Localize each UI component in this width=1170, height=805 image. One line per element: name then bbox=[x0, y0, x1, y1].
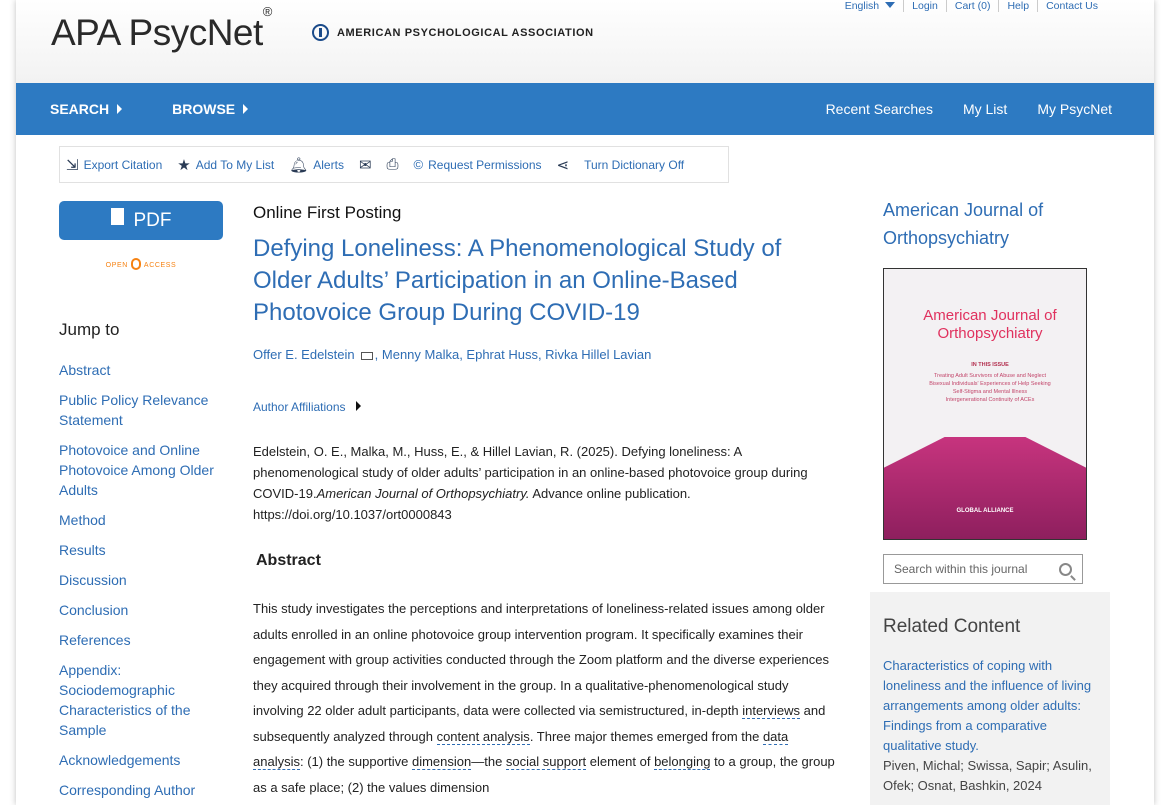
apa-org-logo[interactable] bbox=[312, 24, 594, 41]
alerts-label: Alerts bbox=[313, 157, 344, 172]
nav-search[interactable] bbox=[50, 101, 122, 117]
jump-acknowledgements[interactable]: Acknowledgements bbox=[59, 752, 181, 768]
cover-in-issue: IN THIS ISSUE bbox=[971, 362, 1009, 368]
jump-to-heading: Jump to bbox=[59, 320, 120, 339]
add-to-list-button[interactable] bbox=[177, 156, 274, 174]
citation-journal: American Journal of Orthopsychiatry. bbox=[316, 486, 530, 501]
alerts-button[interactable] bbox=[289, 156, 344, 174]
pdf-file-icon bbox=[111, 208, 124, 225]
print-button[interactable] bbox=[387, 156, 399, 173]
cover-band bbox=[884, 437, 1086, 539]
article-main bbox=[253, 203, 853, 800]
jump-conclusion[interactable]: Conclusion bbox=[59, 602, 129, 618]
logo-registered: ® bbox=[262, 3, 272, 19]
publication-status: Online First Posting bbox=[253, 203, 402, 222]
related-heading: Related Content bbox=[883, 616, 1021, 637]
utility-links bbox=[837, 0, 1106, 12]
author-list bbox=[253, 347, 853, 362]
abstract-text bbox=[253, 596, 838, 800]
cover-line: Treating Adult Survivors of Abuse and Neglect bbox=[934, 373, 1046, 379]
language-select[interactable] bbox=[837, 0, 903, 12]
dictionary-toggle[interactable]: Turn Dictionary Off bbox=[584, 157, 685, 172]
journal-name-link[interactable]: American Journal of Orthopsychiatry bbox=[883, 200, 1044, 248]
jump-references[interactable]: References bbox=[59, 632, 131, 648]
cover-line: Intergenerational Continuity of ACEs bbox=[945, 397, 1035, 403]
copyright-icon: © bbox=[413, 157, 424, 172]
abstract-part: : (1) the supportive bbox=[299, 754, 412, 769]
share-icon: ⋖ bbox=[556, 156, 570, 174]
chevron-down-icon bbox=[885, 2, 895, 8]
journal-search-input[interactable] bbox=[883, 554, 1083, 584]
nav-search-label: SEARCH bbox=[50, 101, 110, 117]
citation-doi: Advance online publication. https://doi.org/10.1037/ort0000843 bbox=[253, 486, 691, 522]
nav-browse[interactable] bbox=[172, 101, 248, 117]
jump-appendix[interactable]: Appendix: Sociodemographic Characteristics of the Sample bbox=[59, 662, 191, 738]
article-title: Defying Loneliness: A Phenomenological Study of Older Adults’ Participation in an Online-Based Photovoice Group During COVID-19 bbox=[253, 235, 782, 326]
star-icon: ★ bbox=[177, 156, 191, 174]
abstract-part: . Three major themes emerged from the bbox=[529, 728, 763, 744]
affiliations-label: Author Affiliations bbox=[253, 400, 346, 414]
mail-icon[interactable] bbox=[361, 352, 373, 360]
apa-org-name: AMERICAN PSYCHOLOGICAL ASSOCIATION bbox=[337, 26, 594, 39]
pdf-button[interactable] bbox=[59, 201, 223, 240]
nav-recent-searches[interactable]: Recent Searches bbox=[825, 101, 933, 117]
login-link[interactable]: Login bbox=[903, 0, 946, 12]
site-header bbox=[16, 0, 1154, 83]
contact-link[interactable]: Contact Us bbox=[1037, 0, 1106, 12]
cover-title: American Journal of Orthopsychiatry bbox=[923, 307, 1057, 342]
request-permissions-button[interactable] bbox=[414, 157, 542, 172]
jump-to-list bbox=[59, 360, 223, 800]
author-link[interactable]: Offer E. Edelstein bbox=[253, 347, 355, 362]
author-links[interactable]: , Menny Malka, Ephrat Huss, Rivka Hillel Lavian bbox=[374, 347, 652, 362]
open-lock-icon bbox=[131, 258, 141, 270]
access-label: ACCESS bbox=[143, 262, 177, 269]
cover-band-label: GLOBAL ALLIANCE bbox=[956, 508, 1014, 514]
abstract-part: —the bbox=[471, 754, 506, 769]
dictionary-term[interactable]: interviews bbox=[742, 703, 801, 718]
dictionary-term[interactable]: belonging bbox=[654, 754, 711, 769]
article-toolbar bbox=[59, 146, 729, 183]
left-sidebar bbox=[59, 201, 223, 805]
abstract-part: to a group, the group as a safe place; (2) the values dimension bbox=[253, 754, 835, 795]
nav-my-psycnet[interactable]: My PsycNet bbox=[1037, 101, 1112, 117]
share-button[interactable] bbox=[557, 156, 570, 174]
export-citation-button[interactable] bbox=[66, 156, 162, 174]
jump-results[interactable]: Results bbox=[59, 542, 106, 558]
open-access-badge bbox=[59, 258, 223, 270]
jump-policy-statement[interactable]: Public Policy Relevance Statement bbox=[59, 392, 209, 428]
open-label: OPEN bbox=[105, 262, 128, 269]
caret-right-icon bbox=[243, 104, 248, 114]
nav-my-list[interactable]: My List bbox=[962, 101, 1008, 117]
abstract-part: element of bbox=[586, 754, 655, 769]
dictionary-term[interactable]: social support bbox=[505, 754, 587, 769]
search-placeholder: Search within this journal bbox=[894, 562, 1028, 576]
citation-text: Edelstein, O. E., Malka, M., Huss, E., & Hillel Lavian, R. (2025). Defying loneliness: A phenomenological study of older adults’ participation in an online-based photovoice group during COVID-19. bbox=[253, 444, 808, 501]
caret-right-icon bbox=[356, 401, 361, 411]
abstract-part: This study investigates the perceptions and interpretations of loneliness-related issues among older adults enrolled in an online photovoice group intervention program. It specifically examines their engagement with group activities conducted through the Zoom platform and the diverse experiences they acquired through their involvement in the group. In a qualitative-phenomenological study involving 22 older adult participants, data were collected via semistructured, in-depth bbox=[253, 601, 829, 718]
journal-cover-image[interactable] bbox=[883, 268, 1087, 540]
related-article-authors: Piven, Michal; Swissa, Sapir; Asulin, Ofek; Osnat, Bashkin, 2024 bbox=[883, 758, 1092, 793]
abstract-part: and subsequently analyzed through bbox=[253, 703, 826, 744]
permissions-label: Request Permissions bbox=[428, 157, 542, 172]
dictionary-term[interactable]: dimension bbox=[411, 754, 472, 769]
cover-contents bbox=[920, 361, 1060, 404]
jump-abstract[interactable]: Abstract bbox=[59, 362, 111, 378]
caret-right-icon bbox=[117, 104, 122, 114]
export-label: Export Citation bbox=[83, 157, 163, 172]
apa-seal-icon bbox=[312, 24, 329, 41]
dictionary-term[interactable]: content analysis bbox=[436, 728, 530, 744]
add-label: Add To My List bbox=[195, 157, 275, 172]
logo-text: APA PsycNet bbox=[51, 12, 263, 53]
export-icon: ⇲ bbox=[66, 156, 79, 174]
main-nav bbox=[16, 83, 1154, 135]
envelope-icon: ✉ bbox=[358, 156, 372, 174]
author-affiliations-toggle[interactable] bbox=[253, 400, 853, 414]
bell-icon: 🔔︎ bbox=[289, 156, 309, 174]
page bbox=[16, 0, 1154, 805]
language-label: English bbox=[844, 0, 880, 12]
search-icon[interactable] bbox=[1059, 563, 1072, 576]
cover-line: Self-Stigma and Mental Illness bbox=[952, 389, 1028, 395]
cart-link[interactable]: Cart (0) bbox=[946, 0, 999, 12]
pdf-label: PDF bbox=[133, 209, 172, 231]
related-article-link[interactable]: Characteristics of coping with loneliness and the influence of living arrangements among older adults: Findings from a comparative qualitative study. bbox=[883, 658, 1092, 753]
help-link[interactable]: Help bbox=[998, 0, 1037, 12]
abstract-heading: Abstract bbox=[256, 552, 321, 569]
nav-browse-label: BROWSE bbox=[172, 101, 236, 117]
related-content-panel bbox=[870, 592, 1110, 805]
jump-photovoice[interactable]: Photovoice and Online Photovoice Among Older Adults bbox=[59, 442, 214, 498]
apa-psycnet-logo[interactable] bbox=[51, 3, 272, 54]
jump-method[interactable]: Method bbox=[59, 512, 106, 528]
printer-icon: ⎙ bbox=[386, 156, 399, 173]
right-sidebar bbox=[883, 196, 1123, 584]
email-button[interactable] bbox=[359, 156, 372, 174]
jump-corresponding-author[interactable]: Corresponding Author bbox=[59, 782, 196, 798]
dictionary-term[interactable]: data analysis bbox=[253, 728, 789, 769]
jump-discussion[interactable]: Discussion bbox=[59, 572, 127, 588]
cover-line: Bisexual Individuals' Experiences of Help Seeking bbox=[929, 381, 1051, 387]
citation bbox=[253, 441, 823, 525]
